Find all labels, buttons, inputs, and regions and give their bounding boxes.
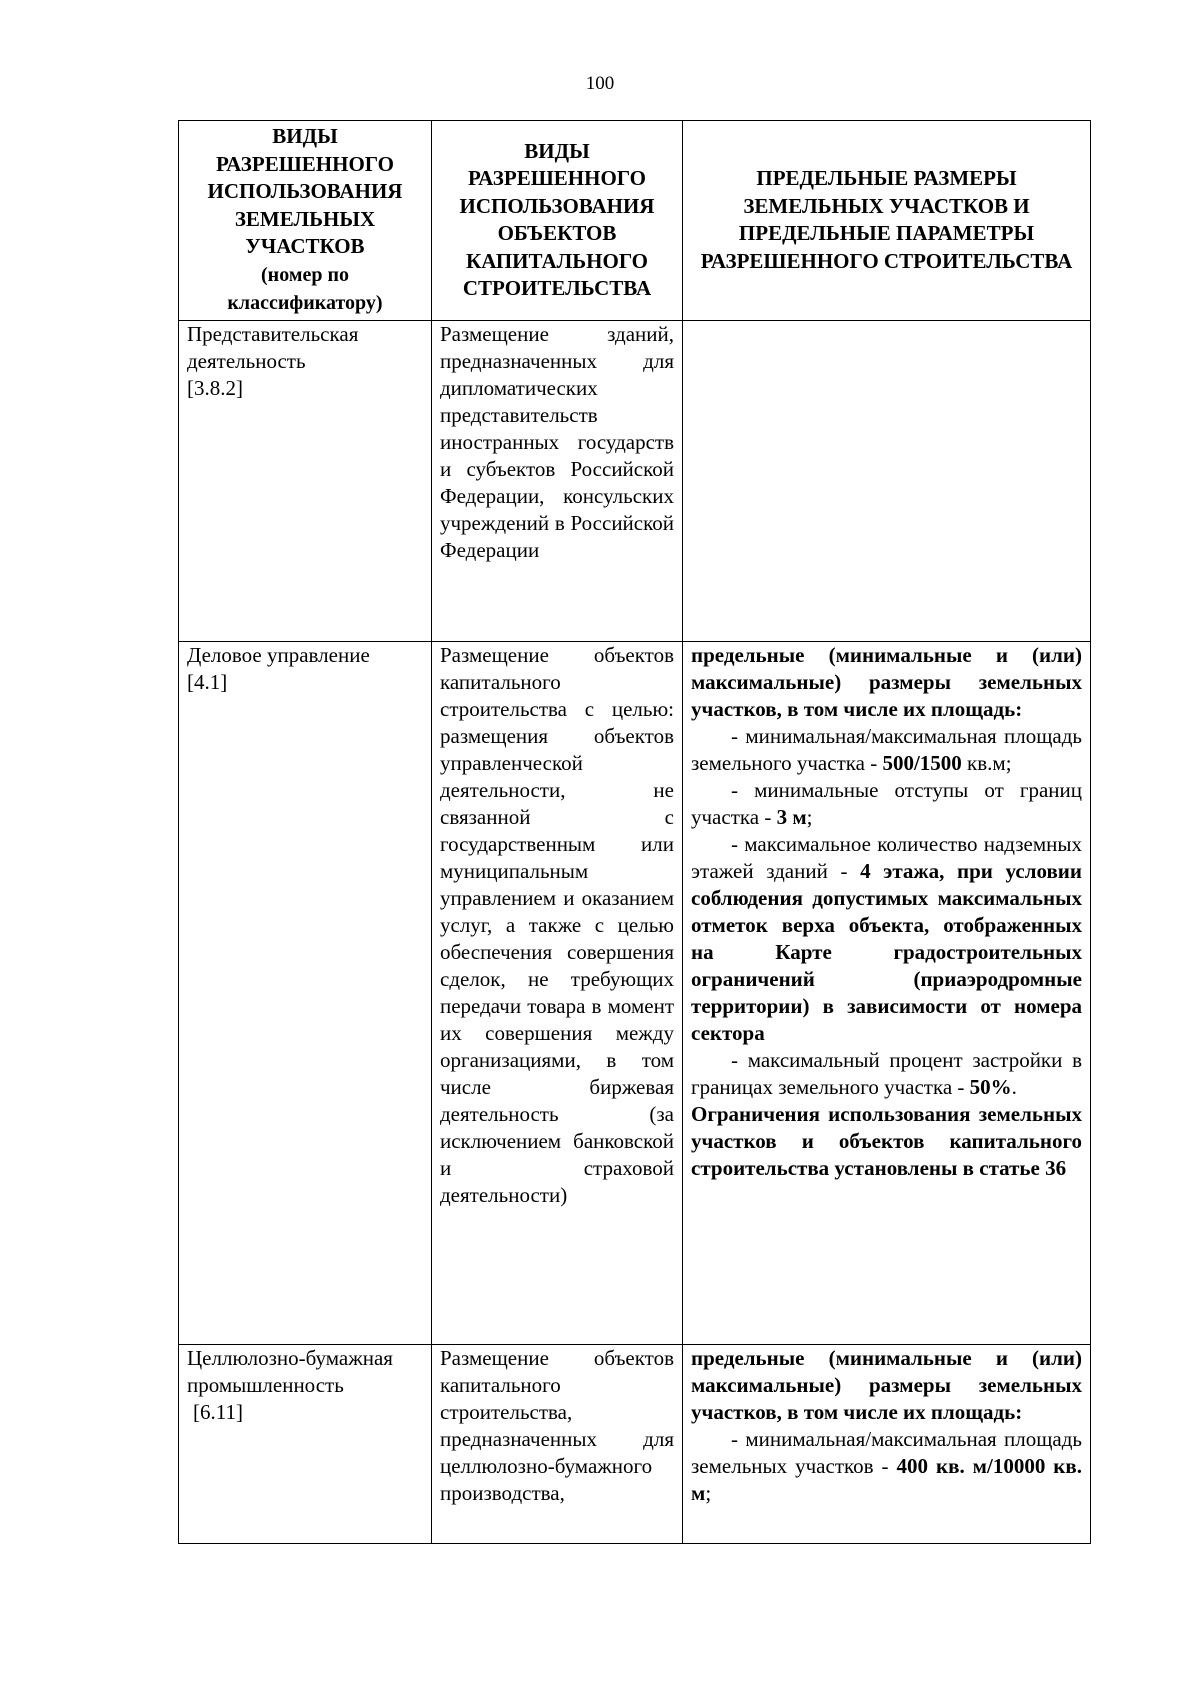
coverage-value: 50% (969, 1074, 1012, 1099)
area-label: - минимальная/максимальная площадь земельного участка - (691, 723, 1082, 775)
area-end: ; (705, 1480, 712, 1505)
setback-label: - минимальные отступы от границ участка - (691, 777, 1082, 829)
page-number: 100 (585, 73, 615, 94)
land-use-cell (179, 641, 432, 1344)
parameters-cell (683, 1344, 1091, 1543)
header-land-use-types-sub: (номер по классификатору) (227, 263, 383, 314)
coverage-label: - максимальный процент застройки в границах земельного участка - (691, 1047, 1082, 1099)
setback-end: ; (806, 804, 813, 829)
area-value: 500/1500 (882, 750, 962, 775)
land-use-name: Целлюлозно-бумажная промышленность (187, 1345, 393, 1397)
floors-value: 4 этажа, при условии соблюдения допустимых максимальных отметок верха объекта, отображенных на Карте градостроительных ограничений (приаэродромные территории) в зависимости от номера сектора (691, 858, 1082, 1045)
land-use-name: Деловое управление (187, 642, 370, 667)
land-use-name: Представительская деятельность (187, 321, 359, 373)
parameters-cell (683, 641, 1091, 1344)
header-limit-parameters: ПРЕДЕЛЬНЫЕ РАЗМЕРЫ ЗЕМЕЛЬНЫХ УЧАСТКОВ И ПРЕДЕЛЬНЫЕ ПАРАМЕТРЫ РАЗРЕШЕННОГО СТРОИТЕЛЬСТВА (683, 121, 1091, 321)
construction-use-cell (432, 641, 683, 1344)
area-parameter (691, 723, 1082, 777)
classifier-code: [3.8.2] (187, 375, 243, 400)
header-land-use-types-main: ВИДЫ РАЗРЕШЕННОГО ИСПОЛЬЗОВАНИЯ ЗЕМЕЛЬНЫХ УЧАСТКОВ (207, 124, 403, 258)
construction-use-cell (432, 320, 683, 641)
table-row (179, 641, 1091, 1344)
classifier-code: [6.11] (193, 1399, 243, 1424)
coverage-parameter (691, 1047, 1082, 1101)
floors-parameter (691, 831, 1082, 1047)
setback-parameter (691, 777, 1082, 831)
land-use-cell (179, 320, 432, 641)
classifier-code: [4.1] (187, 669, 228, 694)
header-construction-use-types: ВИДЫ РАЗРЕШЕННОГО ИСПОЛЬЗОВАНИЯ ОБЪЕКТОВ КАПИТАЛЬНОГО СТРОИТЕЛЬСТВА (432, 121, 683, 321)
construction-use-description: Размещение объектов капитального строительства, предназначенных для целлюлозно-бумажного производства, (440, 1345, 674, 1505)
parameters-heading: предельные (минимальные и (или) максимальные) размеры земельных участков, в том числе их площадь: (691, 1345, 1082, 1424)
table-row (179, 1344, 1091, 1543)
setback-value: 3 м (776, 804, 807, 829)
table-header-row (179, 121, 1091, 321)
area-value: 400 кв. м/10000 кв. м (691, 1453, 1082, 1505)
floors-label: - максимальное количество надземных этажей зданий - (691, 831, 1082, 883)
parameters-cell-empty (683, 320, 1091, 641)
header-land-use-types (179, 121, 432, 321)
parameters-heading: предельные (минимальные и (или) максимальные) размеры земельных участков, в том числе их площадь: (691, 642, 1082, 721)
construction-use-cell (432, 1344, 683, 1543)
area-parameter (691, 1426, 1082, 1507)
permitted-use-table (178, 120, 1091, 1544)
area-label: - минимальная/максимальная площадь земельных участков - (691, 1426, 1082, 1478)
construction-use-description: Размещение объектов капитального строительства с целью: размещения объектов управленческой деятельности, не связанной с государственным или муниципальным управлением и оказанием услуг, а также с целью обеспечения совершения сделок, не требующих передачи товара в момент их совершения между организациями, в том числе биржевая деятельность (за исключением банковской и страховой деятельности) (440, 642, 674, 1207)
coverage-end: . (1011, 1074, 1017, 1099)
land-use-cell (179, 1344, 432, 1543)
table-row (179, 320, 1091, 641)
area-unit: кв.м; (961, 750, 1012, 775)
construction-use-description: Размещение зданий, предназначенных для дипломатических представительств иностранных государств и субъектов Российской Федерации, консульских учреждений в Российской Федерации (440, 321, 674, 562)
restrictions-note: Ограничения использования земельных участков и объектов капитального строительства установлены в статье 36 (691, 1101, 1082, 1180)
